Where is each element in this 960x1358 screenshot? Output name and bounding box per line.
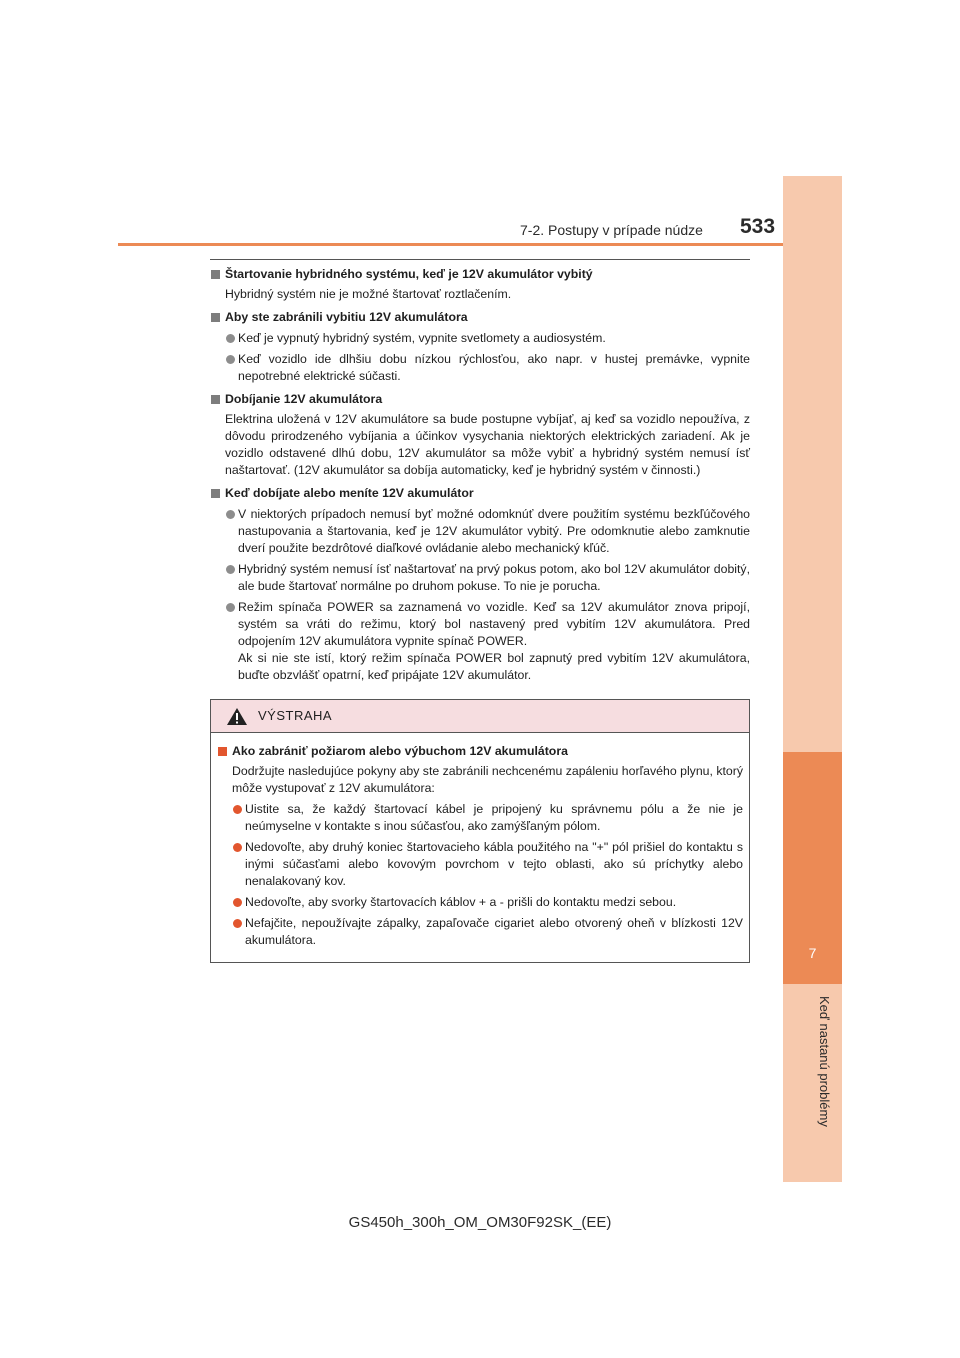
- bullet-item: Keď vozidlo ide dlhšiu dobu nízkou rýchlosťou, ako napr. v hustej premávke, vypnite nepotrebné elektrické súčasti.: [210, 351, 750, 385]
- section-heading: Štartovanie hybridného systému, keď je 12V akumulátor vybitý: [210, 266, 750, 283]
- square-bullet-icon: [211, 489, 220, 498]
- warning-triangle-icon: [226, 707, 248, 731]
- square-bullet-icon: [211, 395, 220, 404]
- square-bullet-icon: [211, 313, 220, 322]
- chapter-label: Keď nastanú problémy: [817, 996, 832, 1127]
- square-bullet-icon: [211, 270, 220, 279]
- circle-bullet-icon: [233, 898, 242, 907]
- bullet-item: Režim spínača POWER sa zaznamená vo vozidle. Keď sa 12V akumulátor znova pripojí, systém sa vráti do režimu, ktorý bol nastavený pred vybitím 12V akumulátora. Pred odpojením 12V akumulátora vypnite spínač POWER. Ak si nie ste istí, ktorý režim spínača POWER bol zapnutý pred vybitím 12V akumulátora, buďte obzvlášť opatrní, keď pripájate 12V akumulátor.: [210, 599, 750, 684]
- document-code: GS450h_300h_OM_OM30F92SK_(EE): [348, 1214, 612, 1231]
- warning-bullet: Uistite sa, že každý štartovací kábel je pripojený ku správnemu pólu a že nie je neúmyselne v kontakte s inou súčasťou, ako zamýšľaným pólom.: [217, 801, 743, 835]
- circle-bullet-icon: [226, 510, 235, 519]
- bullet-item: Hybridný systém nemusí ísť naštartovať na prvý pokus potom, ako bol 12V akumulátor dobitý, ale bude štartovať normálne po druhom pokuse. To nie je porucha.: [210, 561, 750, 595]
- main-content: [210, 259, 750, 684]
- chapter-number: 7: [808, 945, 817, 961]
- circle-bullet-icon: [226, 565, 235, 574]
- warning-header: [211, 700, 749, 733]
- circle-bullet-icon: [233, 843, 242, 852]
- page-number: 533: [740, 215, 776, 238]
- bullet-item: V niektorých prípadoch nemusí byť možné odomknúť dvere použitím systému bezkľúčového nastupovania a štartovania, keď je 12V akumulátor vybitý. Pre odomknutie alebo zamknutie dverí použite bezdrôtové diaľkové ovládanie alebo mechanický kľúč.: [210, 506, 750, 557]
- section-title: 7-2. Postupy v prípade núdze: [520, 222, 703, 238]
- warning-bullet: Nedovoľte, aby druhý koniec štartovacieho kábla použitého na "+" pól prišiel do kontaktu s inými súčasťami alebo kovovým povrchom v tejto oblasti, ako sú príchytky alebo nenalakovaný kov.: [217, 839, 743, 890]
- chapter-side-tab: [783, 176, 842, 1182]
- paragraph: Hybridný systém nie je možné štartovať roztlačením.: [225, 287, 512, 301]
- bullet-item: Keď je vypnutý hybridný systém, vypnite svetlomety a audiosystém.: [210, 330, 750, 347]
- section-heading: Aby ste zabránili vybitiu 12V akumulátora: [210, 309, 750, 326]
- warning-bullet: Nedovoľte, aby svorky štartovacích káblov + a - prišli do kontaktu medzi sebou.: [217, 894, 743, 911]
- circle-bullet-icon: [226, 603, 235, 612]
- circle-bullet-icon: [233, 805, 242, 814]
- warning-body: [211, 733, 749, 949]
- circle-bullet-icon: [226, 355, 235, 364]
- warning-box: [210, 699, 750, 963]
- section-heading: Dobíjanie 12V akumulátora: [210, 391, 750, 408]
- section-heading: Keď dobíjate alebo meníte 12V akumulátor: [210, 485, 750, 502]
- header-rule: [118, 243, 783, 246]
- square-bullet-icon: [218, 747, 227, 756]
- paragraph: Elektrina uložená v 12V akumulátore sa bude postupne vybíjať, aj keď sa vozidlo nepoužíva, z dôvodu prirodzeného vybíjania a účinkov vysychania niektorých elektrických zariadení. Ak je vozidlo odstavené dlhú dobu, 12V akumulátor sa môže vybiť a hybridný systém nemusí ísť naštartovať. (12V akumulátor sa dobíja automaticky, keď je hybridný systém v činnosti.): [225, 412, 750, 477]
- warning-heading: Ako zabrániť požiarom alebo výbuchom 12V akumulátora: [217, 743, 743, 760]
- warning-title: VÝSTRAHA: [258, 708, 333, 723]
- circle-bullet-icon: [233, 919, 242, 928]
- circle-bullet-icon: [226, 334, 235, 343]
- warning-bullet: Nefajčite, nepoužívajte zápalky, zapaľovače cigariet alebo otvorený oheň v blízkosti 12V akumulátora.: [217, 915, 743, 949]
- warning-intro: Dodržujte nasledujúce pokyny aby ste zabránili nechcenému zapáleniu horľavého plynu, ktorý môže vystupovať z 12V akumulátora:: [232, 764, 743, 795]
